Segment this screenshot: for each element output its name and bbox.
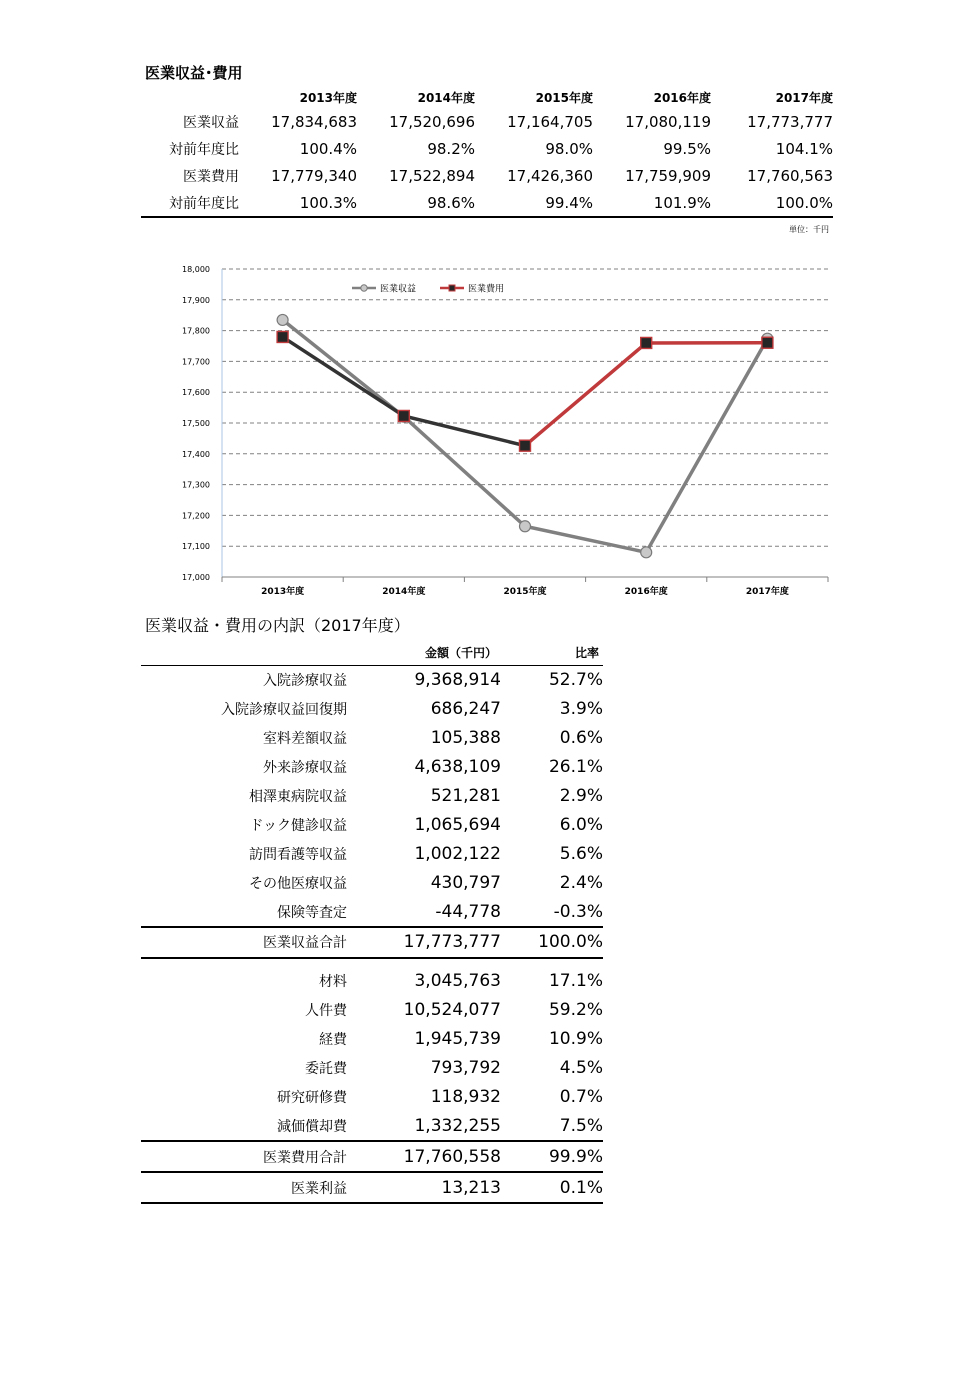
item-label: 医業費用合計 [141, 1141, 361, 1172]
expense-total-row [141, 1141, 603, 1172]
row-label: 対前年度比 [141, 189, 241, 217]
summary-row-expense-ratio [141, 189, 833, 217]
legend-marker-revenue [361, 285, 367, 291]
revenue-row [141, 695, 603, 724]
legend-label-expense: 医業費用 [468, 284, 505, 295]
cell-value: 17,760,563 [747, 166, 833, 185]
y-tick-label: 17,100 [182, 542, 210, 552]
item-ratio: 3.9% [559, 699, 603, 720]
breakdown-header-row [141, 640, 603, 666]
point-revenue [277, 314, 288, 325]
unit-note: 単位：千円 [789, 225, 829, 234]
point-expense [520, 440, 531, 451]
year-header: 2014年度 [417, 90, 475, 105]
item-ratio: 59.2% [548, 1000, 603, 1021]
item-amount: -44,778 [435, 901, 501, 922]
item-label: 入院診療収益 [263, 673, 347, 690]
y-tick-label: 17,600 [182, 388, 210, 398]
item-label: 人件費 [305, 1003, 347, 1020]
cell-value: 17,773,777 [747, 112, 833, 131]
summary-header-row [141, 86, 833, 108]
revenue-row [141, 782, 603, 811]
y-tick-label: 17,200 [182, 511, 210, 521]
point-expense [762, 337, 773, 348]
revenue-row [141, 666, 603, 695]
item-label: その他医療収益 [249, 875, 347, 892]
breakdown-title: 医業収益・費用の内訳（2017年度） [145, 616, 410, 635]
item-ratio: 52.7% [548, 670, 603, 691]
summary-header-blank [141, 86, 241, 108]
amount-header: 金額（千円） [361, 640, 501, 666]
expense-row [141, 1082, 603, 1111]
item-amount: 13,213 [361, 1172, 501, 1203]
item-label: 相澤東病院収益 [249, 789, 347, 805]
summary-table [141, 86, 833, 218]
item-ratio: 17.1% [548, 971, 603, 992]
y-tick-label: 17,500 [182, 419, 210, 428]
y-tick-label: 17,400 [182, 449, 210, 459]
item-amount: 105,388 [430, 728, 501, 749]
cell-value: 17,520,696 [389, 112, 475, 131]
item-label: 入院診療収益回復期 [221, 702, 347, 719]
cell-value: 98.0% [545, 139, 593, 158]
item-amount: 17,773,777 [361, 927, 501, 958]
section-gap [141, 958, 603, 967]
x-tick-label: 2016年度 [624, 587, 668, 597]
line-chart [140, 258, 840, 603]
cell-value: 99.4% [475, 189, 593, 217]
revenue-total-row [141, 927, 603, 958]
item-amount: 10,524,077 [403, 1000, 501, 1021]
item-ratio: 4.5% [559, 1058, 603, 1079]
item-amount: 1,065,694 [414, 814, 501, 835]
item-amount: 1,002,122 [414, 843, 501, 864]
x-tick-label: 2014年度 [382, 587, 426, 597]
item-ratio: 7.5% [559, 1115, 603, 1136]
item-ratio: 2.4% [559, 872, 603, 893]
x-tick-label: 2013年度 [261, 587, 305, 597]
item-label: 室料差額収益 [263, 731, 347, 748]
item-label: 委託費 [305, 1061, 347, 1078]
expense-row [141, 1054, 603, 1083]
revenue-row [141, 868, 603, 897]
point-expense [398, 410, 409, 421]
item-ratio: 99.9% [501, 1141, 603, 1172]
item-amount: 4,638,109 [414, 757, 501, 778]
summary-row-revenue [141, 108, 833, 135]
series-line-revenue [283, 320, 768, 552]
cell-value: 100.4% [299, 139, 357, 158]
y-tick-label: 17,300 [182, 480, 210, 490]
legend-marker-expense [449, 285, 455, 291]
cell-value: 100.0% [711, 189, 833, 217]
cell-value: 104.1% [775, 139, 833, 158]
y-tick-label: 17,900 [182, 295, 210, 305]
revenue-row [141, 724, 603, 753]
expense-row [141, 996, 603, 1025]
year-header: 2017年度 [775, 90, 833, 105]
revenue-row [141, 810, 603, 839]
cell-value: 17,426,360 [507, 166, 593, 185]
cell-value: 98.6% [357, 189, 475, 217]
series-line-expense [525, 343, 767, 446]
revenue-row [141, 753, 603, 782]
year-header: 2013年度 [299, 90, 357, 105]
item-label: 保険等査定 [277, 904, 347, 921]
item-label: 外来診療収益 [263, 760, 347, 777]
expense-row [141, 1025, 603, 1054]
cell-value: 101.9% [593, 189, 711, 217]
y-tick-label: 17,700 [182, 357, 210, 367]
cell-value: 17,834,683 [271, 112, 357, 131]
cell-value: 98.2% [427, 139, 475, 158]
breakdown-table [141, 640, 603, 1204]
item-ratio: 10.9% [548, 1029, 603, 1050]
expense-row [141, 1111, 603, 1141]
item-label: 減価償却費 [277, 1118, 347, 1135]
item-ratio: 5.6% [559, 843, 603, 864]
cell-value: 99.5% [663, 139, 711, 158]
item-ratio: 6.0% [559, 814, 603, 835]
row-label: 医業収益 [183, 114, 239, 131]
item-ratio: 2.9% [559, 786, 603, 806]
cell-value: 17,779,340 [271, 166, 357, 185]
breakdown-body [141, 666, 603, 1204]
year-header: 2016年度 [653, 90, 711, 105]
series-line-expense-dark [283, 337, 525, 446]
item-label: 材料 [319, 974, 347, 991]
item-ratio: 0.6% [559, 728, 603, 749]
item-amount: 3,045,763 [414, 971, 501, 992]
revenue-row [141, 839, 603, 868]
expense-row [141, 967, 603, 996]
x-tick-label: 2017年度 [745, 587, 789, 597]
item-ratio: 0.1% [501, 1172, 603, 1203]
item-amount: 1,945,739 [414, 1029, 501, 1050]
summary-row-expense [141, 162, 833, 189]
point-expense [277, 331, 288, 342]
item-amount: 430,797 [430, 872, 501, 893]
point-expense [641, 337, 652, 348]
revenue-row [141, 897, 603, 927]
item-amount: 521,281 [430, 786, 501, 806]
item-amount: 118,932 [430, 1086, 501, 1107]
ratio-header: 比率 [501, 640, 603, 666]
section-gap-cell [141, 958, 603, 967]
item-amount: 793,792 [430, 1058, 501, 1079]
year-header: 2015年度 [535, 90, 593, 105]
item-label: 訪問看護等収益 [249, 846, 347, 863]
point-revenue [520, 521, 531, 532]
item-label: 研究研修費 [277, 1089, 347, 1106]
item-amount: 17,760,558 [361, 1141, 501, 1172]
row-label: 対前年度比 [169, 141, 239, 158]
cell-value: 17,522,894 [389, 166, 475, 185]
summary-title: 医業収益･費用 [145, 64, 243, 82]
point-revenue [641, 547, 652, 558]
profit-row [141, 1172, 603, 1203]
y-tick-label: 18,000 [182, 265, 210, 274]
item-label: ドック健診収益 [249, 817, 347, 834]
cell-value: 100.3% [241, 189, 357, 217]
item-ratio: 26.1% [548, 757, 603, 778]
item-ratio: 0.7% [559, 1086, 603, 1107]
row-label: 医業費用 [183, 168, 239, 185]
item-label: 医業利益 [141, 1172, 361, 1203]
item-ratio: 100.0% [501, 927, 603, 958]
legend-label-revenue: 医業収益 [380, 284, 417, 295]
cell-value: 17,759,909 [625, 166, 711, 185]
item-ratio: -0.3% [553, 901, 603, 922]
summary-row-revenue-ratio [141, 135, 833, 162]
item-amount: 1,332,255 [414, 1115, 501, 1136]
breakdown-header-blank [141, 640, 361, 666]
cell-value: 17,164,705 [507, 112, 593, 131]
y-tick-label: 17,000 [182, 573, 210, 582]
item-amount: 686,247 [430, 699, 501, 720]
cell-value: 17,080,119 [625, 112, 711, 131]
y-tick-label: 17,800 [182, 326, 210, 336]
item-label: 経費 [319, 1032, 347, 1049]
item-amount: 9,368,914 [414, 670, 501, 691]
item-label: 医業収益合計 [141, 927, 361, 958]
x-tick-label: 2015年度 [503, 587, 547, 597]
